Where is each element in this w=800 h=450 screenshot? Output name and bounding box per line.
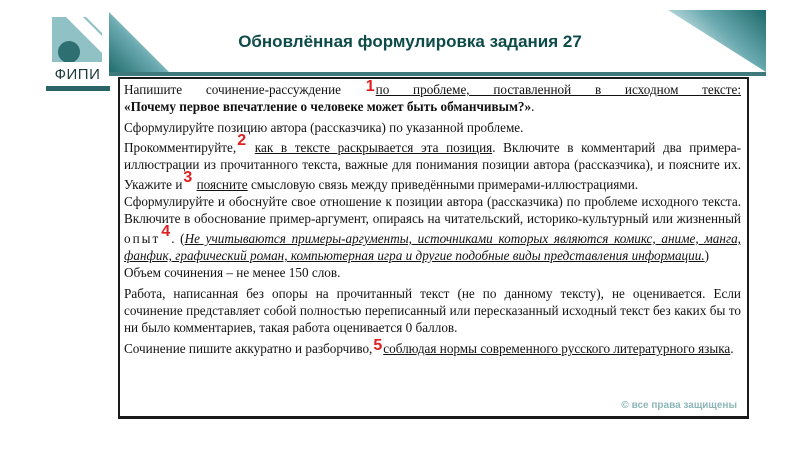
task-box [118,77,749,419]
explain-underlined: поясните [196,177,248,192]
exclusion-note: Не учитываются примеры-аргументы, источниками которых являются комикс, аниме, манга, фанфик, графический роман, компьютерная игра и другие подобные виды представления информации. [124,231,741,263]
text: смысловую связь между приведёнными примерами-иллюстрациями. [247,177,639,192]
marker-1: 1 [365,78,375,95]
punct: . [531,99,535,114]
task-paragraph-7 [124,337,741,357]
task-paragraph-1 [124,78,741,115]
marker-5: 5 [373,337,383,354]
header-divider [109,72,766,76]
intro-text: Напишите сочинение-рассуждение [124,82,365,97]
task-paragraph-2: Сформулируйте позицию автора (рассказчика) по указанной проблеме. [124,120,524,135]
task-question: «Почему первое впечатление о человеке может быть обманчивым?» [124,99,532,114]
text: Сформулируйте и обоснуйте свое отношение к позиции автора (рассказчика) по проблеме исходного текста. Включите в обоснование пример-аргумент, опираясь на читательский, историко-культурный или жизненный [124,194,741,226]
marker-3: 3 [183,169,193,186]
logo-underline [46,86,110,91]
norms-underlined: соблюдая нормы современного русского литературного языка [383,341,731,356]
task-paragraph-3 [124,132,741,193]
text: Прокомментируйте, [124,140,237,155]
page-title: Обновлённая формулировка задания 27 [238,32,582,51]
task-paragraph-6: Работа, написанная без опоры на прочитанный текст (не по данному тексту), не оценивается. Если сочинение представляет собой полностью переписанный или пересказанный исходный текст без каких бы то ни было комментариев, такая работа оценивается 0 баллов. [124,286,741,335]
copyright-note: © все права защищены [621,400,737,411]
marker-4: 4 [161,223,171,240]
task-paragraph-4 [124,193,741,264]
text: ) [704,248,710,263]
text: . [730,341,734,356]
text: . Включите в комментарий два примера-иллюстрации из прочитанного текста, важные для понимания позиции автора (рассказчика), и поясните их. Укажите и [124,140,741,192]
position-underlined: как в тексте раскрывается эта позиция [254,140,493,155]
task-line-1 [124,78,741,98]
logo-text: ФИПИ [54,66,101,83]
task-paragraph-5: Объем сочинения – не менее 150 слов. [124,265,341,280]
problem-underlined: по проблеме, поставленной в исходном тексте: [375,82,741,97]
text: Сочинение пишите аккуратно и разборчиво, [124,341,373,356]
text: . ( [171,231,185,246]
marker-2: 2 [237,132,247,149]
spaced-word: опыт [124,231,161,246]
